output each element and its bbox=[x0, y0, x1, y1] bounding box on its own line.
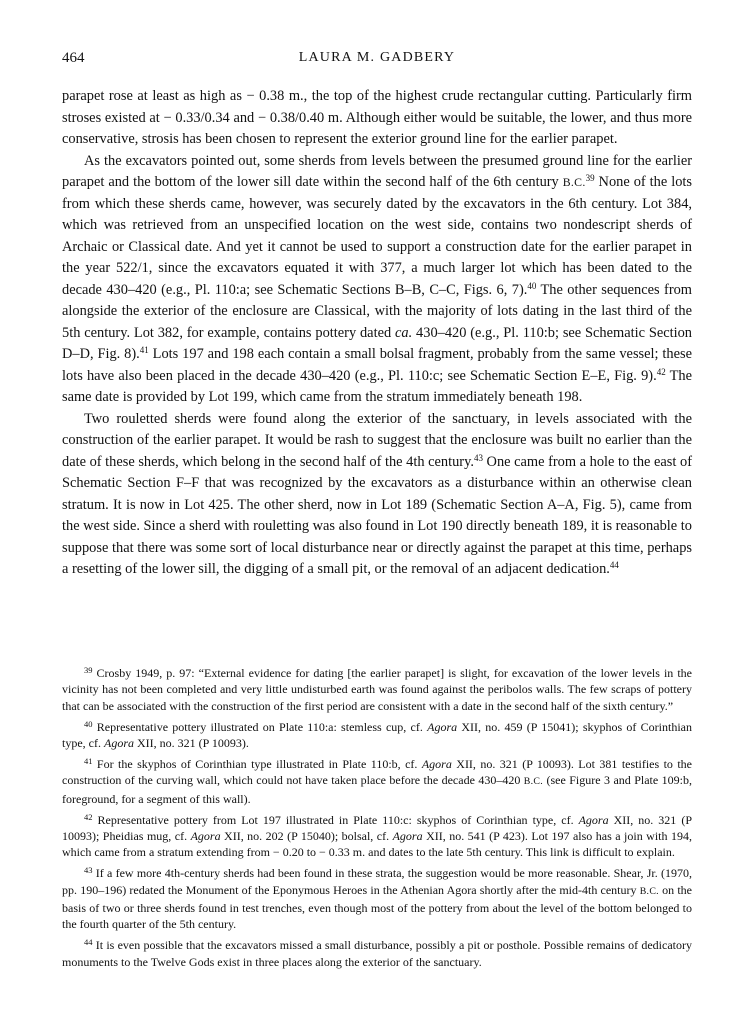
text-run: XII, no. 541 (P 423). Lot 197 also has a join with 194, which came from a stratum extending from − 0.20 to − 0.33 m. and dates to the late 5th century. This link is difficult to explain. bbox=[62, 829, 692, 860]
text-run: Representative pottery illustrated on Plate 110:a: stemless cup, cf. bbox=[92, 719, 428, 734]
text-run: The other sequences from alongside the exterior of the enclosure are Classical, with the majority of lots dating in the last third of the 5th century. Lot 382, for example, contains pottery dated bbox=[62, 281, 692, 341]
page-number: 464 bbox=[62, 50, 85, 66]
text-run: XII, no. 459 (P 15041); skyphos of Corinthian type, cf. bbox=[62, 719, 692, 750]
text-run: (see Figure 3 and Plate 109:b, foreground, for a segment of this wall). bbox=[62, 773, 692, 806]
text-run: on the basis of two or three sherds found in test trenches, even though most of the pottery from about the level of the bottom belonged to the fourth quarter of the 5th century. bbox=[62, 882, 692, 932]
text-run: The same date is provided by Lot 199, which came from the stratum immediately beneath 198. bbox=[62, 367, 692, 405]
text-run: It is even possible that the excavators missed a small disturbance, possibly a pit or posthole. Possible remains of dedicatory monuments to the Twelve Gods exist in three places along the exterior of the sanctuary. bbox=[62, 938, 692, 969]
text-run: 430–420 (e.g., Pl. 110:b; see Schematic Section D–D, Fig. 8). bbox=[62, 324, 692, 362]
text-run: parapet rose at least as high as − 0.38 m., the top of the highest crude rectangular cutting. Particularly firm stroses existed at − 0.33/0.34 and − 0.38/0.40 m. Although either would be suitable, the lower, and thus more conservative, strosis has been chosen to represent the exterior ground line for the earlier parapet. bbox=[62, 88, 692, 147]
body-paragraph bbox=[62, 86, 692, 151]
footnote-number: 40 bbox=[84, 718, 93, 729]
footnote-number: 44 bbox=[84, 937, 93, 948]
italic-text: Agora bbox=[578, 812, 609, 827]
footnotes bbox=[62, 662, 692, 972]
text-run: As the excavators pointed out, some sherds from levels between the presumed ground line for the earlier parapet and the bottom of the lower sill date within the second half of the 6th century bbox=[62, 152, 692, 190]
footnote-ref: 41 bbox=[139, 345, 149, 355]
italic-text: Agora bbox=[421, 757, 452, 772]
footnote bbox=[62, 934, 692, 970]
italic-text: ca. bbox=[395, 324, 413, 341]
text-run: If a few more 4th-century sherds had been found in these strata, the suggestion would be more reasonable. Shear, Jr. (1970, pp. 190–196) redated the Monument of the Eponymous Heroes in the Athenian Agora shortly after the mid-4th century bbox=[62, 866, 692, 897]
footnote-ref: 43 bbox=[473, 452, 483, 463]
footnote-ref: 44 bbox=[609, 560, 619, 570]
italic-text: Agora bbox=[392, 829, 423, 844]
italic-text: Agora bbox=[427, 719, 458, 734]
running-head: LAURA M. GADBERY bbox=[298, 50, 456, 65]
footnote-ref: 39 bbox=[585, 173, 595, 183]
text-run: For the skyphos of Corinthian type illustrated in Plate 110:b, cf. bbox=[92, 757, 422, 772]
footnote-ref: 42 bbox=[656, 366, 666, 377]
text-run: Lots 197 and 198 each contain a small bolsal fragment, probably from the same vessel; these lots have also been placed in the decade 430–420 (e.g., Pl. 110:c; see Schematic Section E–E, Fig. 9). bbox=[62, 346, 692, 384]
footnote bbox=[62, 662, 692, 714]
text-run: Two rouletted sherds were found along the exterior of the sanctuary, in levels associated with the construction of the earlier parapet. It would be rash to suggest that the enclosure was built no earlier than the date of these sherds, which belong in the second half of the 4th century. bbox=[62, 410, 692, 470]
body-paragraph bbox=[62, 409, 692, 581]
page-header bbox=[62, 50, 692, 72]
small-caps-text: B.C. bbox=[523, 776, 544, 788]
footnote bbox=[62, 809, 692, 861]
footnote-number: 41 bbox=[84, 756, 93, 767]
footnote-number: 39 bbox=[84, 665, 93, 675]
text-run: One came from a hole to the east of Schematic Section F–F that was recognized by the excavators as a disturbance within an otherwise clean stratum. It is now in Lot 425. The other sherd, now in Lot 189 (Schematic Section A–A, Fig. 5), came from the west side. Since a sherd with rouletting was also found in Lot 190 directly beneath 189, it is reasonable to suppose that there was some sort of local disturbance near or directly against the parapet at this time, perhaps a resetting of the lower sill, the digging of a small pit, or the removal of an adjacent dedication. bbox=[62, 453, 692, 577]
text-run: Crosby 1949, p. 97: “External evidence for dating [the earlier parapet] is slight, for excavation of the lower levels in the vicinity has not been completed and very little undisturbed earth was found against the peribolos walls. The few scraps of pottery that can be associated with the construction of the first period are consistent with a date in the second half of the sixth century.” bbox=[62, 666, 692, 713]
text-run: Representative pottery from Lot 197 illustrated in Plate 110:c: skyphos of Corinthian type, cf. bbox=[92, 812, 579, 827]
main-text bbox=[62, 86, 692, 581]
small-caps-text: B.C. bbox=[562, 175, 586, 189]
text-run: None of the lots from which these sherds came, however, was securely dated by the excavators in the 6th century. Lot 384, which was retrieved from an unspecified location on the west side, contains two nondescript sherds of Archaic or Classical date. And yet it cannot be used to support a construction date for the earlier parapet in the year 522/1, since the excavators equated it with 377, a much larger lot which has been dated to the decade 430–420 (e.g., Pl. 110:a; see Schematic Sections B–B, C–C, Figs. 6, 7). bbox=[62, 174, 693, 298]
footnote bbox=[62, 716, 692, 752]
text-run: XII, no. 321 (P 10093). Lot 381 testifies to the construction of the curving wall, which could not have taken place before the decade 430–420 bbox=[62, 757, 692, 788]
italic-text: Agora bbox=[190, 829, 221, 844]
text-run: XII, no. 202 (P 15040); bolsal, cf. bbox=[220, 829, 393, 844]
text-run: XII, no. 321 (P 10093); Pheidias mug, cf. bbox=[62, 812, 693, 844]
footnote bbox=[62, 862, 692, 932]
footnote-number: 42 bbox=[84, 811, 93, 822]
italic-text: Agora bbox=[103, 735, 134, 750]
footnote-number: 43 bbox=[84, 865, 93, 876]
small-caps-text: B.C. bbox=[639, 885, 659, 897]
body-paragraph bbox=[62, 151, 692, 409]
text-run: XII, no. 321 (P 10093). bbox=[133, 735, 249, 750]
footnote-ref: 40 bbox=[527, 280, 537, 291]
footnote bbox=[62, 753, 692, 807]
